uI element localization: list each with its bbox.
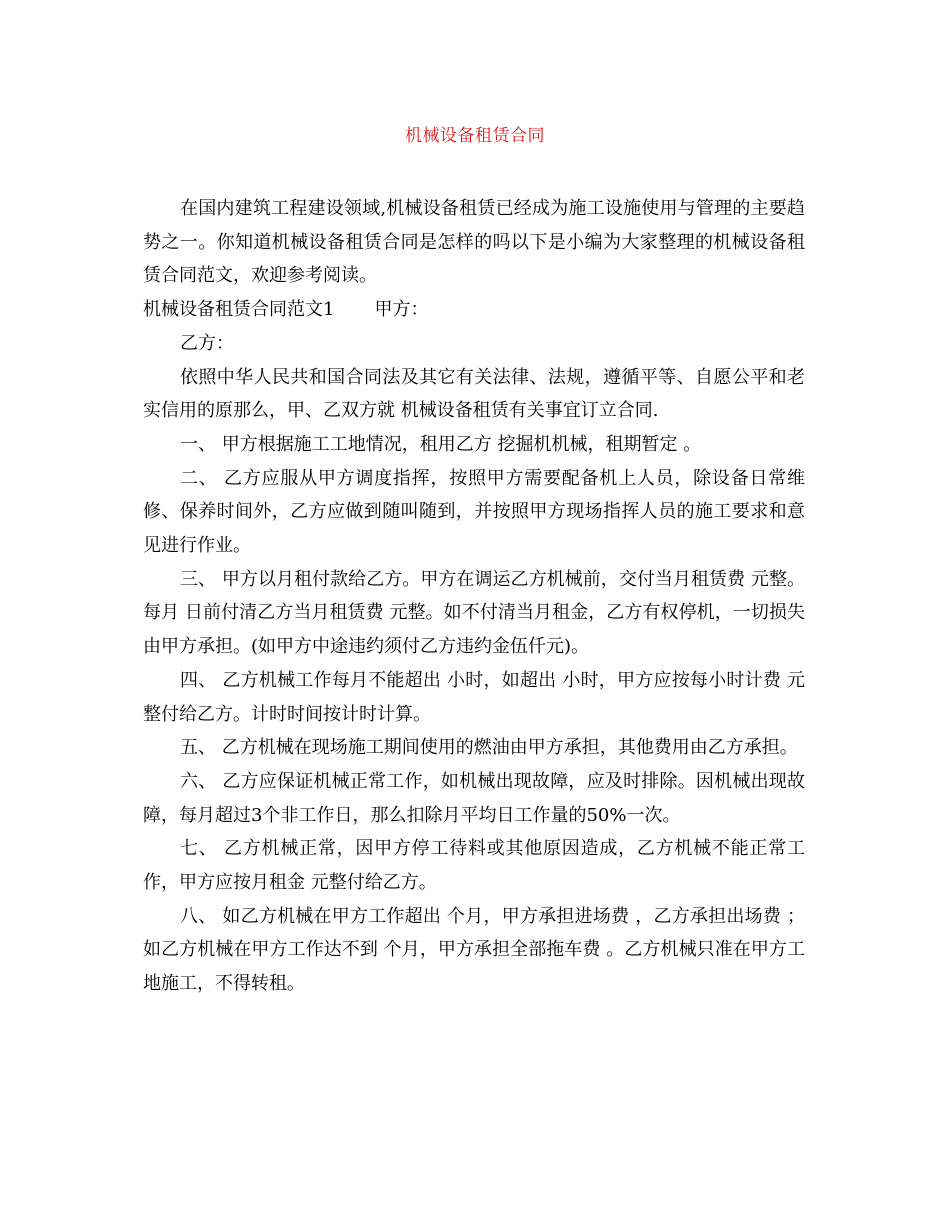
section-heading: 机械设备租赁合同范文1 bbox=[143, 299, 335, 321]
clause-paragraph: 四、 乙方机械工作每月不能超出 小时，如超出 小时，甲方应按每小时计费 元整付给乙方。计时时间按计时计算。 bbox=[143, 669, 805, 725]
clause-paragraph: 二、 乙方应服从甲方调度指挥，按照甲方需要配备机上人员，除设备日常维修、保养时间外，乙方应做到随叫随到，并按照甲方现场指挥人员的施工要求和意见进行作业。 bbox=[143, 467, 805, 557]
document-title: 机械设备租赁合同 bbox=[405, 126, 545, 146]
clause-paragraph: 一、 甲方根据施工工地情况，租用乙方 挖掘机机械，租期暂定 。 bbox=[180, 433, 702, 455]
document-body bbox=[143, 192, 805, 1001]
party-a-label: 甲方： bbox=[374, 299, 429, 321]
preamble-paragraph: 依照中华人民共和国合同法及其它有关法律、法规，遵循平等、自愿公平和老实信用的原那么，甲、乙双方就 机械设备租赁有关事宜订立合同. bbox=[143, 366, 805, 422]
clause-paragraph: 三、 甲方以月租付款给乙方。甲方在调运乙方机械前，交付当月租赁费 元整。每月 日前付清乙方当月租赁费 元整。如不付清当月租金，乙方有权停机，一切损失由甲方承担。(如甲方中途违约须付乙方违约金伍仟元)。 bbox=[143, 568, 805, 658]
clause-paragraph: 八、 如乙方机械在甲方工作超出 个月，甲方承担进场费 ，乙方承担出场费 ；如乙方机械在甲方工作达不到 个月，甲方承担全部拖车费 。乙方机械只准在甲方工地施工，不得转租。 bbox=[143, 905, 805, 995]
clause-paragraph: 七、 乙方机械正常，因甲方停工待料或其他原因造成，乙方机械不能正常工作，甲方应按月租金 元整付给乙方。 bbox=[143, 838, 805, 894]
section-heading-line bbox=[143, 293, 805, 327]
intro-paragraph: 在国内建筑工程建设领域,机械设备租赁已经成为施工设施使用与管理的主要趋势之一。你知道机械设备租赁合同是怎样的吗以下是小编为大家整理的机械设备租赁合同范文，欢迎参考阅读。 bbox=[143, 198, 805, 287]
clause-paragraph: 六、 乙方应保证机械正常工作，如机械出现故障，应及时排除。因机械出现故障，每月超过3个非工作日，那么扣除月平均日工作量的50%一次。 bbox=[143, 770, 805, 826]
party-b-label: 乙方： bbox=[180, 332, 234, 354]
clause-paragraph: 五、 乙方机械在现场施工期间使用的燃油由甲方承担，其他费用由乙方承担。 bbox=[180, 737, 798, 759]
